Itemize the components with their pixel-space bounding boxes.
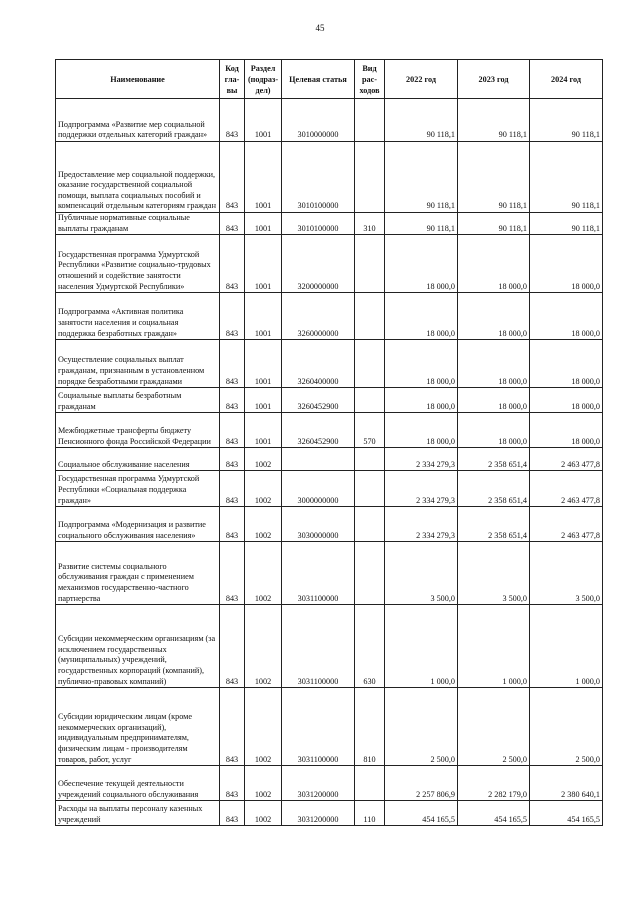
cell-2023: 2 358 651,4 (458, 471, 530, 507)
cell-exp-type: 570 (355, 413, 385, 448)
cell-2022: 2 334 279,3 (385, 448, 458, 471)
cell-2023: 2 358 651,4 (458, 507, 530, 542)
cell-2023: 90 118,1 (458, 213, 530, 235)
header-2022: 2022 год (385, 60, 458, 99)
cell-name: Публичные нормативные социальные выплаты гражданам (56, 213, 220, 235)
cell-2024: 2 463 477,8 (530, 471, 603, 507)
cell-article: 3010100000 (282, 213, 355, 235)
cell-2022: 2 500,0 (385, 688, 458, 766)
cell-2023: 2 282 179,0 (458, 766, 530, 801)
cell-article: 3031100000 (282, 688, 355, 766)
cell-2022: 18 000,0 (385, 413, 458, 448)
cell-2024: 90 118,1 (530, 213, 603, 235)
cell-exp-type (355, 142, 385, 213)
cell-2023: 90 118,1 (458, 99, 530, 142)
header-2024: 2024 год (530, 60, 603, 99)
table-row (56, 507, 603, 542)
table-row (56, 340, 603, 388)
cell-name: Подпрограмма «Активная политика занятости населения и социальная поддержка безработных граждан» (56, 293, 220, 340)
cell-section: 1001 (245, 235, 282, 293)
cell-2024: 3 500,0 (530, 542, 603, 605)
header-exp-type: Вид рас-ходов (355, 60, 385, 99)
cell-name: Социальное обслуживание населения (56, 448, 220, 471)
cell-code: 843 (220, 688, 245, 766)
cell-2022: 18 000,0 (385, 388, 458, 413)
cell-2024: 2 500,0 (530, 688, 603, 766)
cell-2024: 18 000,0 (530, 340, 603, 388)
cell-exp-type (355, 542, 385, 605)
cell-2023: 18 000,0 (458, 293, 530, 340)
cell-exp-type (355, 340, 385, 388)
cell-code: 843 (220, 340, 245, 388)
cell-exp-type: 630 (355, 605, 385, 688)
cell-code: 843 (220, 293, 245, 340)
cell-section: 1001 (245, 340, 282, 388)
cell-2024: 2 463 477,8 (530, 507, 603, 542)
cell-article: 3200000000 (282, 235, 355, 293)
cell-name: Подпрограмма «Модернизация и развитие социального обслуживания населения» (56, 507, 220, 542)
cell-exp-type (355, 766, 385, 801)
table-row (56, 471, 603, 507)
cell-name: Расходы на выплаты персоналу казенных учреждений (56, 801, 220, 826)
cell-code: 843 (220, 542, 245, 605)
cell-section: 1002 (245, 801, 282, 826)
table-row (56, 99, 603, 142)
cell-article: 3031100000 (282, 605, 355, 688)
cell-name: Государственная программа Удмуртской Республики «Развитие социально-трудовых отношений и содействие занятости населения Удмуртской Республики» (56, 235, 220, 293)
cell-2022: 3 500,0 (385, 542, 458, 605)
cell-section: 1001 (245, 413, 282, 448)
cell-code: 843 (220, 448, 245, 471)
table-row (56, 142, 603, 213)
cell-2023: 18 000,0 (458, 388, 530, 413)
cell-2024: 2 463 477,8 (530, 448, 603, 471)
cell-2024: 18 000,0 (530, 388, 603, 413)
cell-2023: 454 165,5 (458, 801, 530, 826)
cell-exp-type (355, 388, 385, 413)
cell-2024: 90 118,1 (530, 99, 603, 142)
cell-2024: 18 000,0 (530, 413, 603, 448)
header-article: Целевая статья (282, 60, 355, 99)
cell-2023: 18 000,0 (458, 413, 530, 448)
cell-2023: 3 500,0 (458, 542, 530, 605)
cell-exp-type (355, 507, 385, 542)
page-number: 45 (315, 23, 325, 33)
cell-code: 843 (220, 235, 245, 293)
cell-2022: 18 000,0 (385, 235, 458, 293)
header-2023: 2023 год (458, 60, 530, 99)
cell-2022: 18 000,0 (385, 293, 458, 340)
cell-2022: 2 334 279,3 (385, 507, 458, 542)
table-row (56, 448, 603, 471)
cell-2023: 90 118,1 (458, 142, 530, 213)
table-row (56, 766, 603, 801)
cell-code: 843 (220, 213, 245, 235)
budget-table (55, 59, 603, 826)
cell-2023: 18 000,0 (458, 340, 530, 388)
cell-name: Межбюджетные трансферты бюджету Пенсионного фонда Российской Федерации (56, 413, 220, 448)
cell-section: 1001 (245, 142, 282, 213)
cell-name: Государственная программа Удмуртской Республики «Социальная поддержка граждан» (56, 471, 220, 507)
cell-2024: 454 165,5 (530, 801, 603, 826)
header-code: Код гла-вы (220, 60, 245, 99)
cell-article: 3260452900 (282, 388, 355, 413)
cell-section: 1002 (245, 448, 282, 471)
cell-code: 843 (220, 507, 245, 542)
cell-article: 3260000000 (282, 293, 355, 340)
cell-article: 3260452900 (282, 413, 355, 448)
table-row (56, 542, 603, 605)
table-row (56, 605, 603, 688)
header-name: Наименование (56, 60, 220, 99)
table-row (56, 688, 603, 766)
cell-article: 3031200000 (282, 801, 355, 826)
cell-2022: 90 118,1 (385, 213, 458, 235)
cell-exp-type (355, 235, 385, 293)
cell-section: 1002 (245, 542, 282, 605)
cell-code: 843 (220, 99, 245, 142)
header-row (56, 60, 603, 99)
table-row (56, 293, 603, 340)
cell-name: Предоставление мер социальной поддержки, оказание государственной социальной помощи, выплата социальных пособий и компенсаций отдельным категориям граждан (56, 142, 220, 213)
cell-section: 1002 (245, 766, 282, 801)
cell-exp-type (355, 471, 385, 507)
cell-exp-type: 810 (355, 688, 385, 766)
cell-name: Осуществление социальных выплат гражданам, признанным в установленном порядке безработными гражданами (56, 340, 220, 388)
table-row (56, 801, 603, 826)
cell-exp-type (355, 293, 385, 340)
cell-code: 843 (220, 413, 245, 448)
cell-article: 3031100000 (282, 542, 355, 605)
cell-2023: 2 358 651,4 (458, 448, 530, 471)
cell-exp-type: 310 (355, 213, 385, 235)
cell-code: 843 (220, 605, 245, 688)
cell-2024: 18 000,0 (530, 235, 603, 293)
cell-2023: 18 000,0 (458, 235, 530, 293)
cell-section: 1001 (245, 213, 282, 235)
cell-2022: 90 118,1 (385, 99, 458, 142)
cell-name: Подпрограмма «Развитие мер социальной поддержки отдельных категорий граждан» (56, 99, 220, 142)
cell-section: 1002 (245, 471, 282, 507)
table-row (56, 413, 603, 448)
cell-article: 3000000000 (282, 471, 355, 507)
cell-2024: 1 000,0 (530, 605, 603, 688)
cell-2022: 1 000,0 (385, 605, 458, 688)
cell-section: 1001 (245, 293, 282, 340)
cell-2023: 1 000,0 (458, 605, 530, 688)
cell-name: Субсидии некоммерческим организациям (за исключением государственных (муниципальных) учреждений, государственных корпораций (компаний), публично-правовых компаний) (56, 605, 220, 688)
cell-article: 3010000000 (282, 99, 355, 142)
cell-2024: 90 118,1 (530, 142, 603, 213)
cell-code: 843 (220, 142, 245, 213)
cell-article: 3031200000 (282, 766, 355, 801)
cell-name: Развитие системы социального обслуживания граждан с применением механизмов государственно-частного партнерства (56, 542, 220, 605)
cell-name: Субсидии юридическим лицам (кроме некоммерческих организаций), индивидуальным предпринимателям, физическим лицам - производителям товаров, работ, услуг (56, 688, 220, 766)
cell-2024: 18 000,0 (530, 293, 603, 340)
header-section: Раздел (подраз-дел) (245, 60, 282, 99)
cell-code: 843 (220, 388, 245, 413)
table-row (56, 235, 603, 293)
cell-section: 1002 (245, 605, 282, 688)
cell-exp-type: 110 (355, 801, 385, 826)
cell-article (282, 448, 355, 471)
cell-code: 843 (220, 471, 245, 507)
cell-article: 3260400000 (282, 340, 355, 388)
cell-2024: 2 380 640,1 (530, 766, 603, 801)
cell-exp-type (355, 99, 385, 142)
cell-2022: 18 000,0 (385, 340, 458, 388)
cell-name: Обеспечение текущей деятельности учреждений социального обслуживания (56, 766, 220, 801)
cell-code: 843 (220, 801, 245, 826)
cell-section: 1002 (245, 688, 282, 766)
cell-2022: 2 334 279,3 (385, 471, 458, 507)
cell-article: 3010100000 (282, 142, 355, 213)
cell-2022: 454 165,5 (385, 801, 458, 826)
cell-2023: 2 500,0 (458, 688, 530, 766)
table-body (56, 99, 603, 826)
cell-name: Социальные выплаты безработным гражданам (56, 388, 220, 413)
cell-2022: 2 257 806,9 (385, 766, 458, 801)
cell-section: 1002 (245, 507, 282, 542)
cell-code: 843 (220, 766, 245, 801)
cell-section: 1001 (245, 388, 282, 413)
table-row (56, 388, 603, 413)
cell-exp-type (355, 448, 385, 471)
table-row (56, 213, 603, 235)
cell-article: 3030000000 (282, 507, 355, 542)
cell-section: 1001 (245, 99, 282, 142)
cell-2022: 90 118,1 (385, 142, 458, 213)
